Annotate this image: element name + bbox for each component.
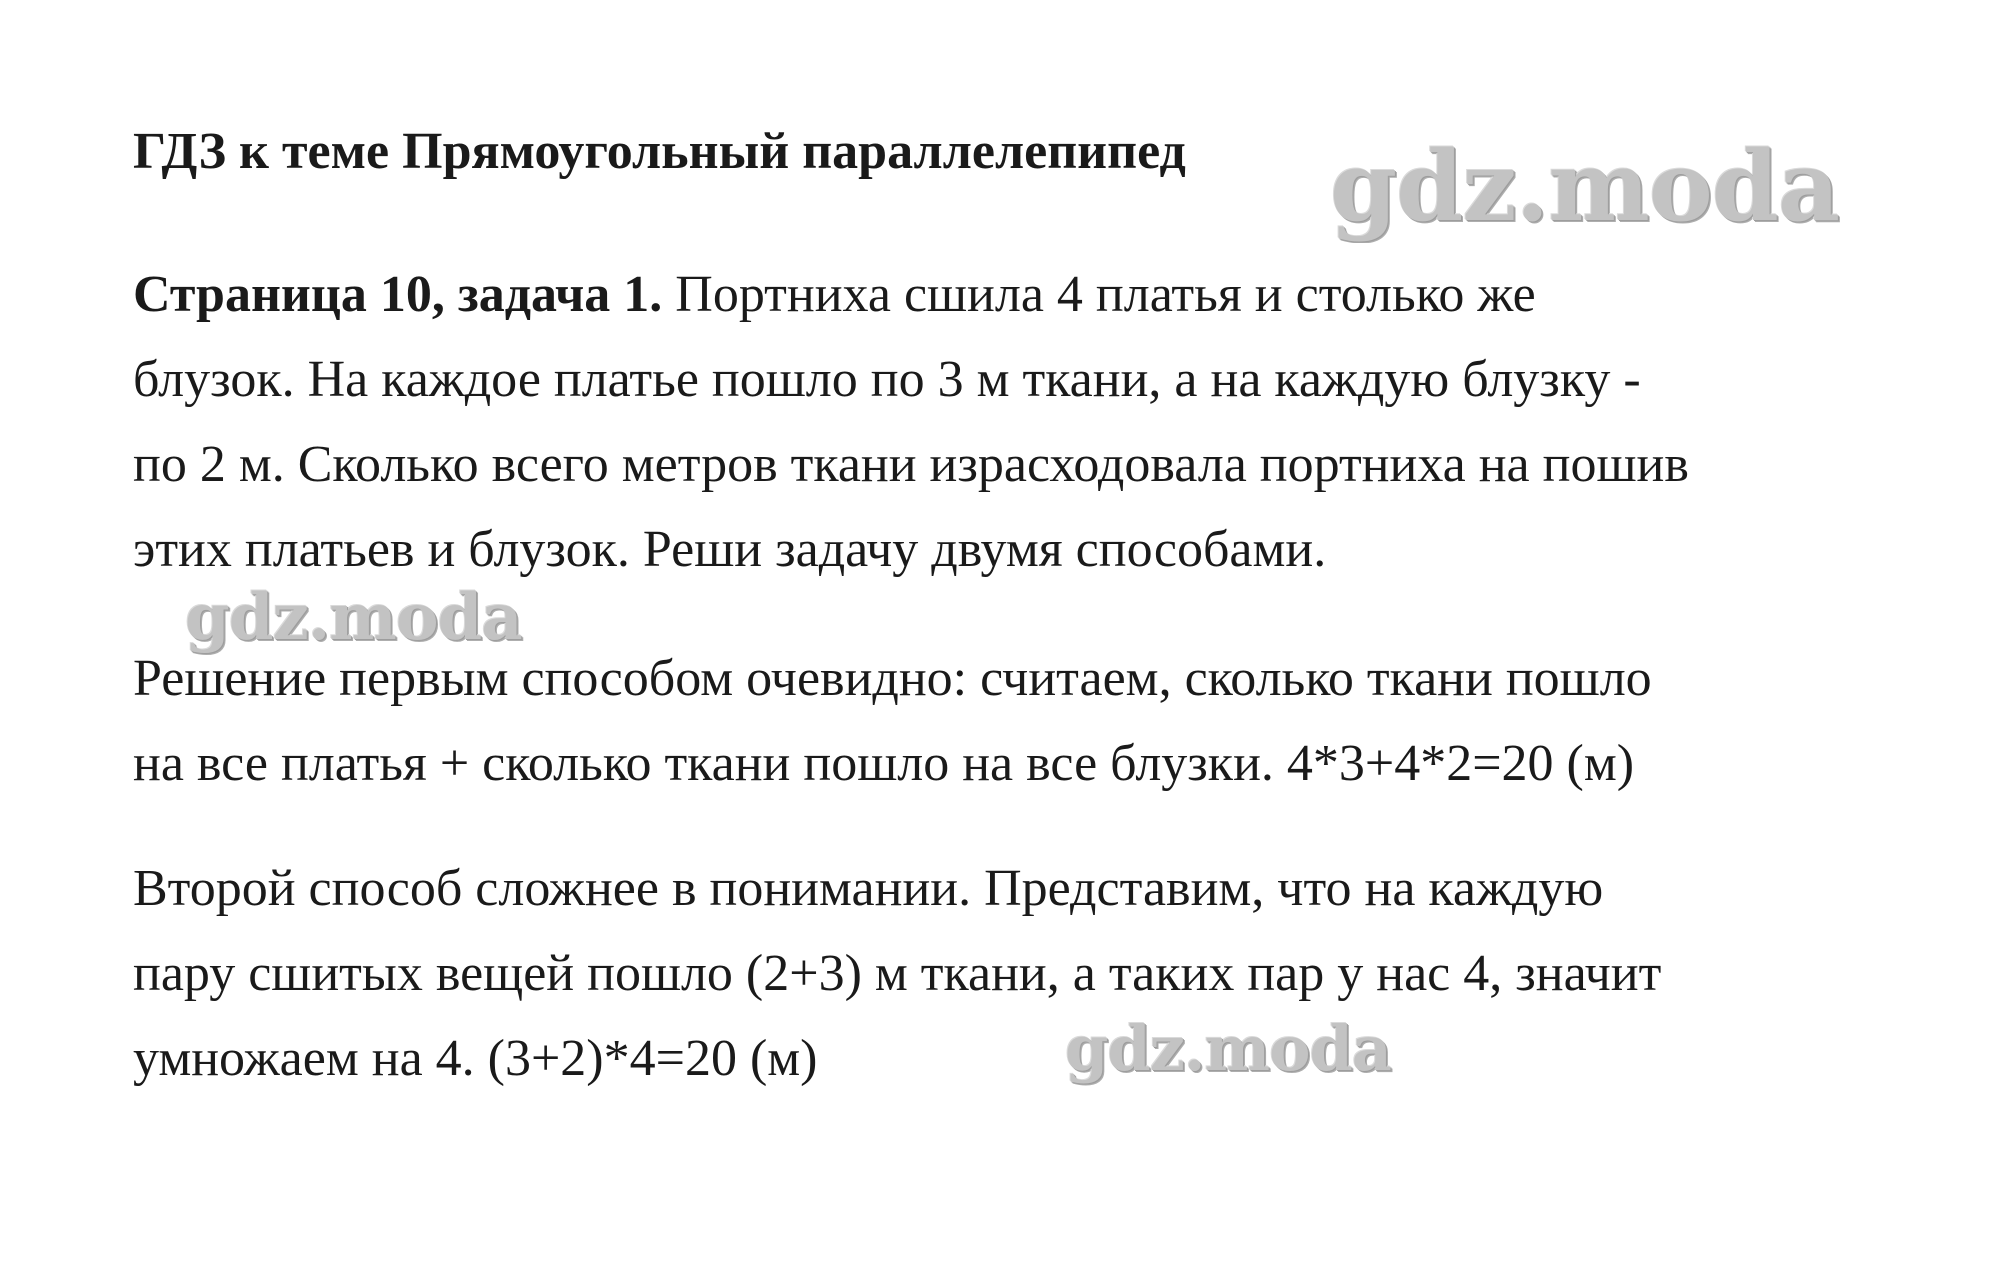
problem-statement <box>133 252 1689 592</box>
problem-line-2: блузок. На каждое платье пошло по 3 м ткани, а на каждую блузку - <box>133 351 1641 408</box>
problem-line-1-text: Портниха сшила 4 платья и столько же <box>675 266 1536 323</box>
watermark-logo-middle: gdz.moda <box>185 580 522 655</box>
solution-method-1 <box>133 636 1652 806</box>
problem-line-3: по 2 м. Сколько всего метров ткани израсходовала портниха на пошив <box>133 436 1689 493</box>
solution-2-line-1: Второй способ сложнее в понимании. Представим, что на каждую <box>133 860 1604 917</box>
solution-2-line-3: умножаем на 4. (3+2)*4=20 (м) <box>133 1030 818 1087</box>
problem-line-4: этих платьев и блузок. Реши задачу двумя способами. <box>133 521 1327 578</box>
solution-1-line-2: на все платья + сколько ткани пошло на все блузки. 4*3+4*2=20 (м) <box>133 735 1635 792</box>
watermark-logo-top: gdz.moda <box>1330 130 1840 243</box>
page-title: ГДЗ к теме Прямоугольный параллелепипед <box>133 123 1186 180</box>
watermark-logo-bottom: gdz.moda <box>1065 1012 1391 1085</box>
task-label: Страница 10, задача 1. <box>133 266 663 323</box>
solution-method-2 <box>133 846 1661 1101</box>
problem-line-1 <box>133 252 1689 337</box>
solution-2-line-2: пару сшитых вещей пошло (2+3) м ткани, а таких пар у нас 4, значит <box>133 945 1662 1002</box>
solution-1-line-1: Решение первым способом очевидно: считаем, сколько ткани пошло <box>133 650 1652 707</box>
